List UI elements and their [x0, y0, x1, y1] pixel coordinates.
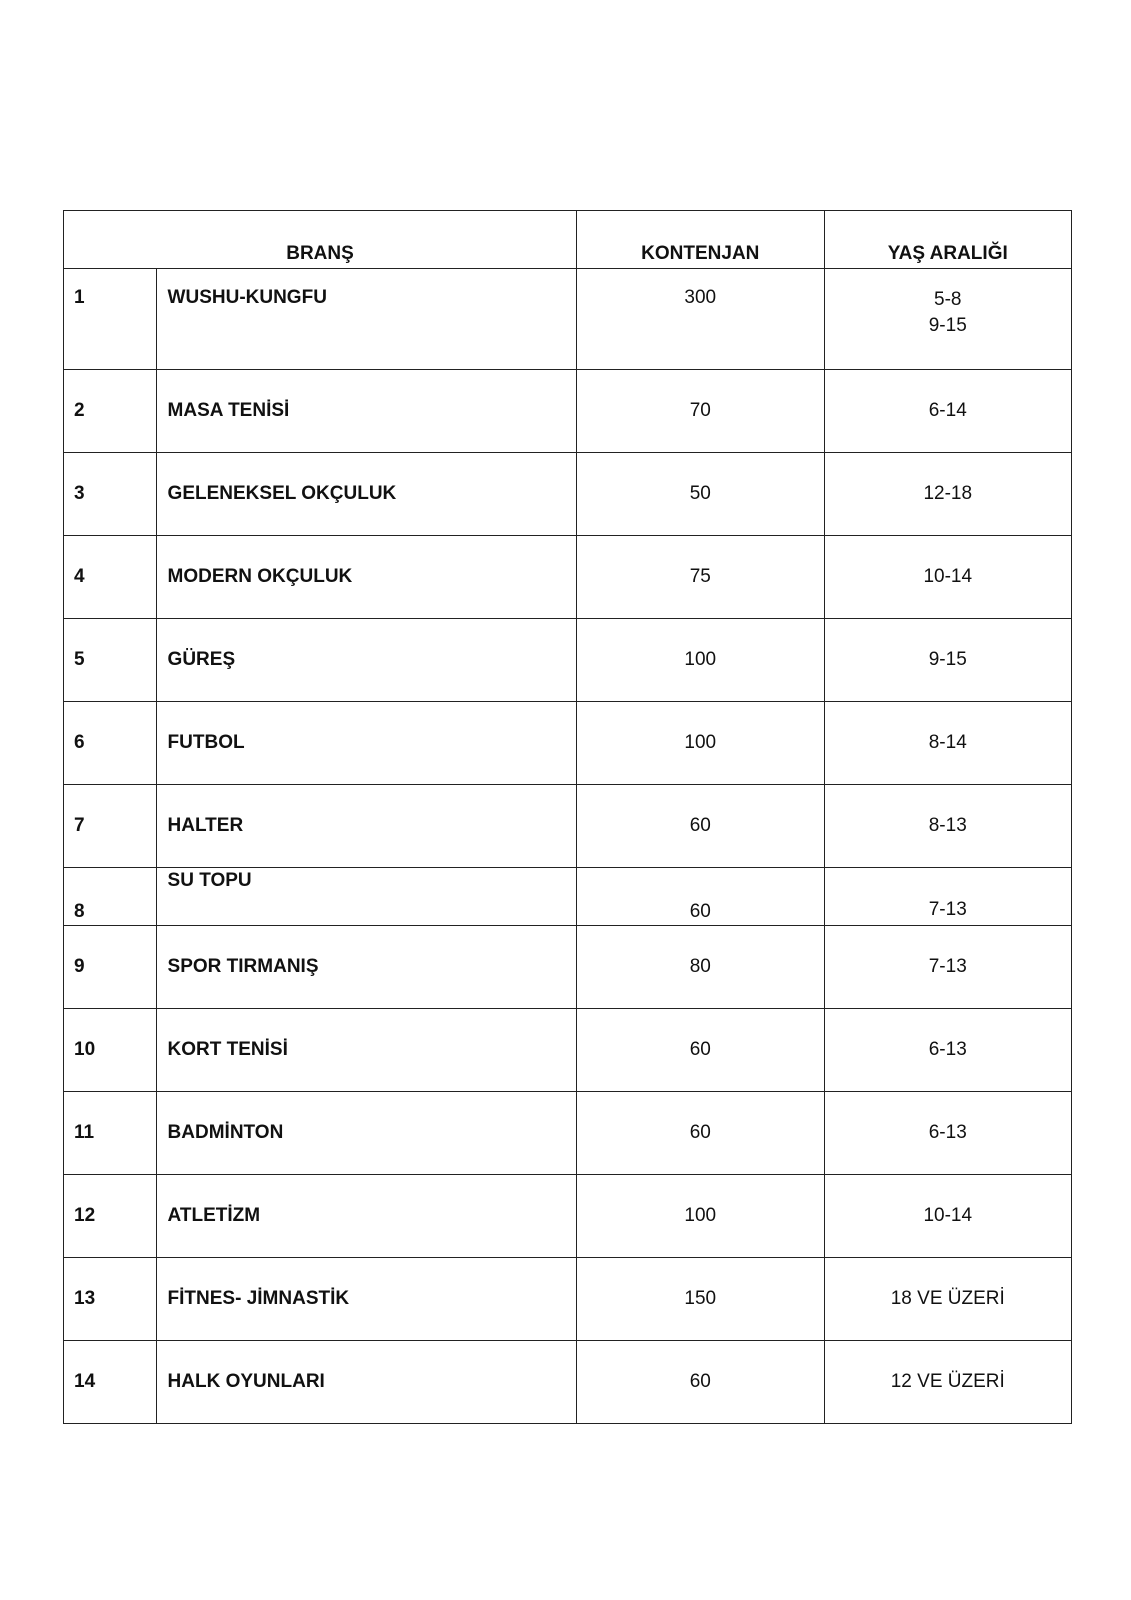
- age-range-cell: [824, 370, 1071, 453]
- age-range-value: 8-13: [928, 815, 967, 836]
- table-row: [64, 370, 1072, 453]
- branch-name: HALTER: [156, 785, 577, 868]
- header-branch: BRANŞ: [64, 211, 577, 269]
- age-range-cell: [824, 536, 1071, 619]
- table-row: [64, 453, 1072, 536]
- table-row: [64, 1009, 1072, 1092]
- row-number: 12: [64, 1175, 157, 1258]
- row-number: 14: [64, 1341, 157, 1424]
- branch-name: FUTBOL: [156, 702, 577, 785]
- row-number: 2: [64, 370, 157, 453]
- quota-value: 60: [577, 1009, 824, 1092]
- age-range-cell: [824, 619, 1071, 702]
- age-range-value: 9-15: [928, 649, 967, 670]
- age-range-cell: [824, 1092, 1071, 1175]
- age-range-value: 18 VE ÜZERİ: [890, 1288, 1005, 1309]
- age-range-cell: [824, 1258, 1071, 1341]
- row-number: 4: [64, 536, 157, 619]
- age-range-value: 10-14: [923, 566, 973, 587]
- quota-value: 150: [577, 1258, 824, 1341]
- quota-value: 80: [577, 926, 824, 1009]
- branch-name: BADMİNTON: [156, 1092, 577, 1175]
- age-range-cell: [824, 1009, 1071, 1092]
- age-range-value: 9-15: [928, 315, 967, 336]
- branch-name: HALK OYUNLARI: [156, 1341, 577, 1424]
- row-number: 5: [64, 619, 157, 702]
- table-row: [64, 619, 1072, 702]
- quota-value: 100: [577, 619, 824, 702]
- quota-value: 100: [577, 702, 824, 785]
- quota-value: 70: [577, 370, 824, 453]
- age-range-cell: [824, 868, 1071, 926]
- age-range-value: 6-14: [928, 400, 967, 421]
- quota-value: 60: [577, 1092, 824, 1175]
- table-body: [64, 269, 1072, 1424]
- table-row: [64, 1258, 1072, 1341]
- table-row: [64, 1341, 1072, 1424]
- age-range-cell: [824, 926, 1071, 1009]
- quota-value: 60: [577, 868, 824, 926]
- table-row: [64, 868, 1072, 926]
- row-number: 13: [64, 1258, 157, 1341]
- branch-name: SPOR TIRMANIŞ: [156, 926, 577, 1009]
- age-range-value: 5-8: [934, 289, 962, 310]
- age-range-cell: [824, 702, 1071, 785]
- row-number: 11: [64, 1092, 157, 1175]
- quota-value: 60: [577, 785, 824, 868]
- table-row: [64, 269, 1072, 370]
- table-row: [64, 1092, 1072, 1175]
- row-number: 1: [64, 269, 157, 370]
- row-number: 8: [64, 868, 157, 926]
- quota-value: 50: [577, 453, 824, 536]
- age-range-value: 7-13: [928, 956, 967, 977]
- quota-value: 60: [577, 1341, 824, 1424]
- branch-name: GELENEKSEL OKÇULUK: [156, 453, 577, 536]
- row-number: 9: [64, 926, 157, 1009]
- age-range-cell: [824, 453, 1071, 536]
- age-range-value: 6-13: [928, 1122, 967, 1143]
- age-range-value: 12-18: [923, 483, 973, 504]
- header-age-range: YAŞ ARALIĞI: [824, 211, 1071, 269]
- branch-name: MODERN OKÇULUK: [156, 536, 577, 619]
- row-number: 10: [64, 1009, 157, 1092]
- branch-name: WUSHU-KUNGFU: [156, 269, 577, 370]
- table-row: [64, 785, 1072, 868]
- age-range-cell: [824, 785, 1071, 868]
- row-number: 7: [64, 785, 157, 868]
- age-range-value: 6-13: [928, 1039, 967, 1060]
- quota-value: 75: [577, 536, 824, 619]
- age-range-cell: [824, 1341, 1071, 1424]
- branch-name: KORT TENİSİ: [156, 1009, 577, 1092]
- row-number: 3: [64, 453, 157, 536]
- age-range-value: 12 VE ÜZERİ: [890, 1371, 1005, 1392]
- branch-name: GÜREŞ: [156, 619, 577, 702]
- table-header-row: [64, 211, 1072, 269]
- age-range-value: 8-14: [928, 732, 967, 753]
- age-range-cell: [824, 269, 1071, 370]
- branch-name: SU TOPU: [156, 868, 577, 926]
- row-number: 6: [64, 702, 157, 785]
- quota-value: 300: [577, 269, 824, 370]
- age-range-value: 7-13: [928, 899, 967, 920]
- table-row: [64, 702, 1072, 785]
- quota-value: 100: [577, 1175, 824, 1258]
- header-quota: KONTENJAN: [577, 211, 824, 269]
- branch-quota-table: [63, 210, 1072, 1424]
- table-row: [64, 926, 1072, 1009]
- age-range-value: 10-14: [923, 1205, 973, 1226]
- table-row: [64, 536, 1072, 619]
- branch-name: ATLETİZM: [156, 1175, 577, 1258]
- age-range-cell: [824, 1175, 1071, 1258]
- branch-name: MASA TENİSİ: [156, 370, 577, 453]
- branch-name: FİTNES- JİMNASTİK: [156, 1258, 577, 1341]
- table-row: [64, 1175, 1072, 1258]
